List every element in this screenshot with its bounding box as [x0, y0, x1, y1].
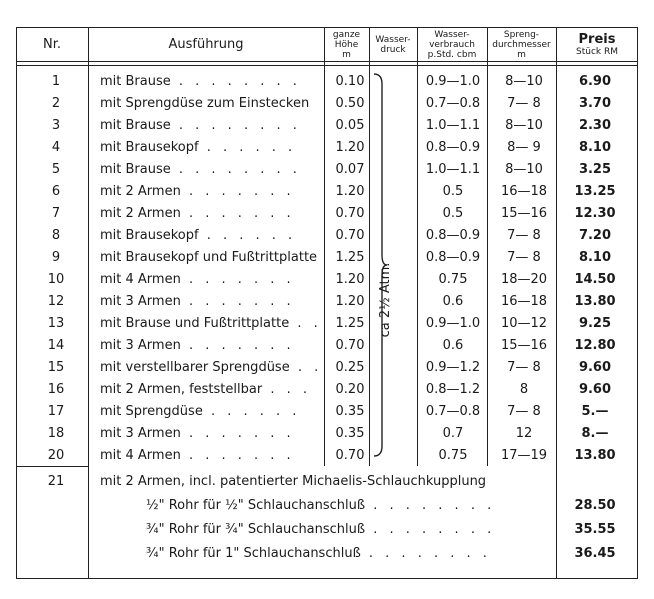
row21-nr: 21	[47, 474, 65, 489]
header-line-2	[16, 65, 638, 66]
row-nr: 14	[47, 338, 65, 353]
row-nr: 5	[51, 162, 61, 177]
row-nr: 15	[47, 360, 65, 375]
row-hoehe: 0.70	[335, 228, 365, 243]
subrow-preis: 28.50	[574, 498, 616, 513]
row-leader-dots: . . . . . . .	[180, 184, 295, 199]
row-text: mit Brause	[100, 118, 171, 133]
header-line-1	[16, 61, 638, 62]
row-text: mit 3 Armen	[100, 294, 181, 309]
header-hoehe: ganze Höhe m	[332, 29, 361, 60]
subrow-text	[146, 519, 546, 541]
row-hoehe: 1.20	[335, 272, 365, 287]
row-nr: 2	[51, 96, 61, 111]
row-text: mit verstellbarer Sprengdüse	[100, 360, 290, 375]
row-verbrauch: 0.6	[442, 294, 464, 309]
header-nr: Nr.	[42, 36, 61, 52]
header-wasserdruck: Wasser- druck	[375, 34, 411, 55]
row-sprengdurchmesser: 12	[515, 426, 533, 441]
row-text: mit Brausekopf	[100, 228, 199, 243]
row-sprengdurchmesser: 8	[519, 382, 529, 397]
row-preis: 8.—	[581, 426, 609, 441]
row-hoehe: 1.20	[335, 140, 365, 155]
row-verbrauch: 0.8—0.9	[425, 140, 481, 155]
row-leader-dots: . .	[289, 316, 322, 331]
row-verbrauch: 0.9—1.2	[425, 360, 481, 375]
row-verbrauch: 0.8—1.2	[425, 382, 481, 397]
row-leader-dots: . . . . . . .	[180, 448, 295, 463]
row-leader-dots: . . . . . . .	[180, 272, 295, 287]
row-verbrauch: 0.8—0.9	[425, 250, 481, 265]
row-preis: 9.60	[578, 360, 612, 375]
row-leader-dots: . . . . . . .	[180, 338, 295, 353]
row-nr: 17	[47, 404, 65, 419]
row-verbrauch: 0.75	[438, 448, 468, 463]
row-sprengdurchmesser: 7— 8	[507, 228, 541, 243]
row-hoehe: 0.25	[335, 360, 365, 375]
row-sprengdurchmesser: 10—12	[500, 316, 548, 331]
row-text: mit Brausekopf und Fußtrittplatte	[100, 250, 318, 265]
header-verbrauch: Wasser- verbrauch p.Std. cbm	[427, 29, 477, 60]
row-hoehe: 0.05	[335, 118, 365, 133]
row-sprengdurchmesser: 16—18	[500, 184, 548, 199]
row-preis: 3.25	[578, 162, 612, 177]
row-leader-dots: . . . . . . .	[180, 294, 295, 309]
row-hoehe: 0.20	[335, 382, 365, 397]
row-sprengdurchmesser: 8— 9	[507, 140, 541, 155]
header-spreng: Spreng- durchmesser m	[492, 29, 551, 60]
row-verbrauch: 0.9—1.0	[425, 74, 481, 89]
row-preis: 13.25	[574, 184, 616, 199]
row-leader-dots: . . . . . .	[198, 228, 297, 243]
row-text: mit 2 Armen	[100, 184, 181, 199]
row-preis: 5.—	[581, 404, 609, 419]
row-verbrauch: 0.6	[442, 338, 464, 353]
row-sprengdurchmesser: 7— 8	[507, 404, 541, 419]
row-verbrauch: 0.5	[442, 206, 464, 221]
row-preis: 13.80	[574, 294, 616, 309]
row-nr: 16	[47, 382, 65, 397]
row-hoehe: 0.70	[335, 448, 365, 463]
row-sprengdurchmesser: 15—16	[500, 338, 548, 353]
row-verbrauch: 0.9—1.0	[425, 316, 481, 331]
row-preis: 2.30	[578, 118, 612, 133]
row-sprengdurchmesser: 8—10	[505, 162, 543, 177]
row-leader-dots: . . .	[262, 382, 311, 397]
row-leader-dots: . . . . . .	[198, 140, 297, 155]
row-text: mit 2 Armen, feststellbar	[100, 382, 263, 397]
row-hoehe: 0.70	[335, 338, 365, 353]
row-nr: 9	[51, 250, 61, 265]
row-preis: 3.70	[578, 96, 612, 111]
row-nr: 12	[47, 294, 65, 309]
row-nr: 6	[51, 184, 61, 199]
header-preis: Preis Stück RM	[576, 31, 618, 57]
row-verbrauch: 1.0—1.1	[425, 118, 481, 133]
row-verbrauch: 0.7—0.8	[425, 404, 481, 419]
row-sprengdurchmesser: 16—18	[500, 294, 548, 309]
row-nr: 7	[51, 206, 61, 221]
subrow-leader-dots: . . . . . . . .	[360, 546, 491, 561]
row-preis: 9.25	[578, 316, 612, 331]
row-sprengdurchmesser: 7— 8	[507, 360, 541, 375]
row-hoehe: 0.35	[335, 426, 365, 441]
subrow-preis: 35.55	[574, 522, 616, 537]
row-preis: 12.30	[574, 206, 616, 221]
row-preis: 9.60	[578, 382, 612, 397]
row-nr: 4	[51, 140, 61, 155]
row-leader-dots: . . . . . . .	[180, 426, 295, 441]
row-leader-dots: . . . . . . . .	[170, 162, 301, 177]
row-nr: 3	[51, 118, 61, 133]
row-sprengdurchmesser: 15—16	[500, 206, 548, 221]
row-text: mit 3 Armen	[100, 426, 181, 441]
row-preis: 8.10	[578, 250, 612, 265]
header-ausfuehrung: Ausführung	[168, 36, 244, 52]
row-nr: 8	[51, 228, 61, 243]
row-leader-dots: . . . . . . .	[180, 206, 295, 221]
row-verbrauch: 0.7	[442, 426, 464, 441]
row-nr: 10	[47, 272, 65, 287]
row-hoehe: 1.25	[335, 250, 365, 265]
subrow-text	[146, 495, 546, 517]
row-preis: 13.80	[574, 448, 616, 463]
row-verbrauch: 1.0—1.1	[425, 162, 481, 177]
row-nr: 20	[47, 448, 65, 463]
row21-text: mit 2 Armen, incl. patentierter Michaelis-Schlauchkupplung	[100, 474, 487, 489]
row-text: mit Brause und Fußtrittplatte	[100, 316, 290, 331]
row-leader-dots: . . . . . .	[202, 404, 301, 419]
row-text: mit 4 Armen	[100, 272, 181, 287]
row-nr: 18	[47, 426, 65, 441]
row-leader-dots: . .	[289, 360, 323, 375]
row-preis: 12.80	[574, 338, 616, 353]
row-sprengdurchmesser: 17—19	[500, 448, 548, 463]
row-sprengdurchmesser: 8—10	[505, 74, 543, 89]
row-hoehe: 0.50	[335, 96, 365, 111]
subrow-label: ¾" Rohr für 1" Schlauchanschluß	[146, 546, 361, 561]
pressure-note: ca 2½ Atm.	[378, 262, 393, 338]
subrow-leader-dots: . . . . . . . .	[365, 522, 496, 537]
row-preis: 14.50	[574, 272, 616, 287]
row-text: mit Sprengdüse	[100, 404, 203, 419]
row-nr: 13	[47, 316, 65, 331]
row-sprengdurchmesser: 7— 8	[507, 96, 541, 111]
row-verbrauch: 0.5	[442, 184, 464, 199]
row-nr: 1	[51, 74, 61, 89]
subrow-label: ¾" Rohr für ¾" Schlauchanschluß	[146, 522, 366, 537]
row-verbrauch: 0.8—0.9	[425, 228, 481, 243]
subrow-label: ½" Rohr für ½" Schlauchanschluß	[146, 498, 366, 513]
row-hoehe: 1.20	[335, 184, 365, 199]
row-text: mit 3 Armen	[100, 338, 181, 353]
row-preis: 7.20	[578, 228, 612, 243]
row-hoehe: 1.25	[335, 316, 365, 331]
row-sprengdurchmesser: 7— 8	[507, 250, 541, 265]
subrow-leader-dots: . . . . . . . .	[365, 498, 496, 513]
row-text: mit Brausekopf	[100, 140, 199, 155]
row-text: mit Brause	[100, 162, 171, 177]
row-text: mit 2 Armen	[100, 206, 181, 221]
row-hoehe: 0.35	[335, 404, 365, 419]
row-sprengdurchmesser: 8—10	[505, 118, 543, 133]
row-text: mit Brause	[100, 74, 171, 89]
row-text: mit 4 Armen	[100, 448, 181, 463]
row-leader-dots: . . . . . . . .	[170, 74, 301, 89]
row-verbrauch: 0.75	[438, 272, 468, 287]
row-sprengdurchmesser: 18—20	[500, 272, 548, 287]
row-hoehe: 0.07	[335, 162, 365, 177]
row-verbrauch: 0.7—0.8	[425, 96, 481, 111]
row-text: mit Sprengdüse zum Einstecken	[100, 96, 310, 111]
row-preis: 8.10	[578, 140, 612, 155]
row-hoehe: 1.20	[335, 294, 365, 309]
subrow-preis: 36.45	[574, 546, 616, 561]
row-preis: 6.90	[578, 74, 612, 89]
row-leader-dots: . . . . . . . .	[170, 118, 301, 133]
subrow-text	[146, 543, 546, 565]
row-hoehe: 0.10	[335, 74, 365, 89]
row-hoehe: 0.70	[335, 206, 365, 221]
